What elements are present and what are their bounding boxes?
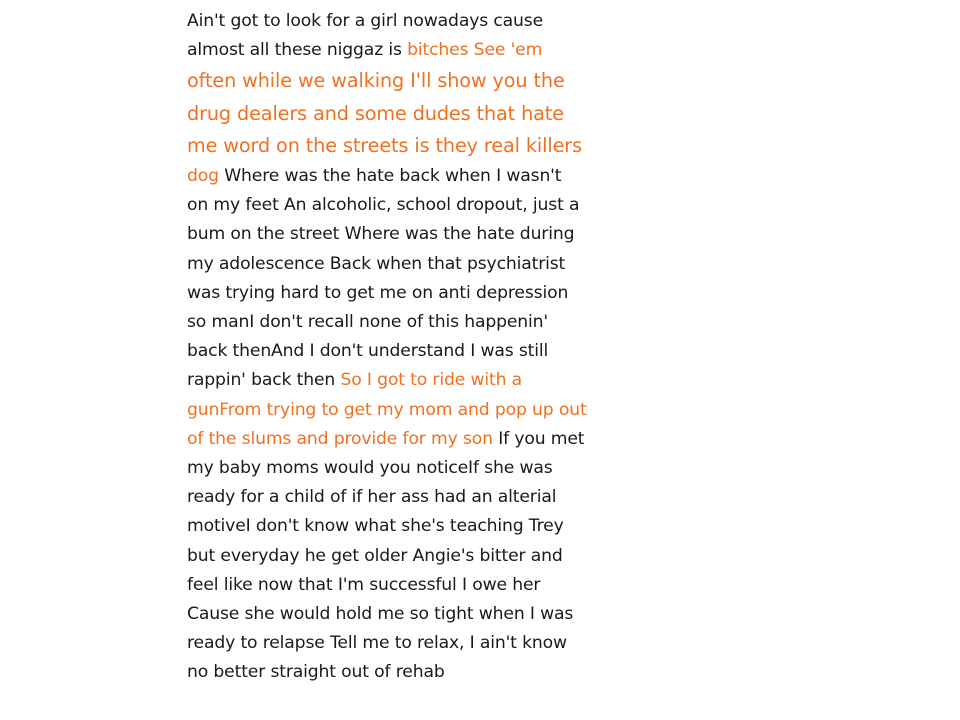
- lyric-segment: feel like now that I'm successful I owe her: [187, 574, 541, 595]
- lyrics-line: [187, 7, 667, 36]
- lyrics-line: [187, 396, 667, 425]
- lyrics-line: [187, 512, 667, 541]
- lyrics-line: [187, 425, 667, 454]
- lyric-segment: no better straight out of rehab: [187, 662, 445, 683]
- lyrics-text-block: [187, 7, 667, 688]
- lyrics-line: [187, 366, 667, 395]
- lyrics-line: [187, 250, 667, 279]
- lyrics-line: [187, 279, 667, 308]
- lyrics-line: [187, 130, 667, 162]
- lyrics-line: [187, 454, 667, 483]
- lyrics-line: [187, 542, 667, 571]
- lyric-segment: Where was the hate back when I wasn't: [218, 166, 562, 187]
- lyric-segment: almost all these niggaz is: [187, 40, 408, 61]
- lyric-segment: Ain't got to look for a girl nowadays cause: [187, 11, 543, 31]
- lyrics-line: [187, 337, 667, 366]
- lyric-segment: on my feet An alcoholic, school dropout, just a: [187, 195, 580, 216]
- lyrics-line: [187, 571, 667, 600]
- highlighted-lyric-segment: gunFrom trying to get my mom and pop up out: [187, 399, 587, 420]
- lyrics-line: [187, 629, 667, 658]
- lyric-segment: but everyday he get older Angie's bitter and: [187, 545, 563, 566]
- lyric-segment: If you met: [492, 428, 585, 449]
- lyric-segment: my baby moms would you noticeIf she was: [187, 458, 553, 479]
- highlighted-lyric-segment: often while we walking I'll show you the: [187, 69, 565, 93]
- lyrics-line: [187, 308, 667, 337]
- lyrics-line: [187, 191, 667, 220]
- lyric-segment: bum on the street Where was the hate during: [187, 224, 575, 245]
- lyric-segment: rappin' back then: [187, 370, 341, 391]
- lyric-segment: back thenAnd I don't understand I was still: [187, 341, 549, 362]
- highlighted-lyric-segment: So I got to ride with a: [340, 370, 523, 391]
- lyric-segment: my adolescence Back when that psychiatrist: [187, 253, 566, 274]
- lyrics-line: [187, 600, 667, 629]
- lyric-segment: ready for a child of if her ass had an alterial: [187, 487, 557, 508]
- lyrics-line: [187, 220, 667, 249]
- highlighted-lyric-segment: bitches See 'em: [407, 40, 543, 61]
- lyrics-line: [187, 65, 667, 97]
- lyrics-line: [187, 483, 667, 512]
- lyric-segment: Cause she would hold me so tight when I was: [187, 604, 574, 625]
- lyric-segment: was trying hard to get me on anti depression: [187, 282, 569, 303]
- highlighted-lyric-segment: drug dealers and some dudes that hate: [187, 101, 564, 125]
- highlighted-lyric-segment: of the slums and provide for my son: [187, 428, 493, 449]
- lyric-segment: ready to relapse Tell me to relax, I ain't know: [187, 633, 567, 654]
- lyric-segment: so manI don't recall none of this happenin': [187, 312, 548, 333]
- lyrics-line: [187, 162, 667, 191]
- lyric-segment: motiveI don't know what she's teaching Trey: [187, 516, 564, 537]
- lyrics-line: [187, 658, 667, 687]
- lyrics-line: [187, 98, 667, 130]
- lyrics-line: [187, 36, 667, 65]
- highlighted-lyric-segment: me word on the streets is they real killers: [187, 133, 582, 157]
- highlighted-lyric-segment: dog: [187, 166, 219, 187]
